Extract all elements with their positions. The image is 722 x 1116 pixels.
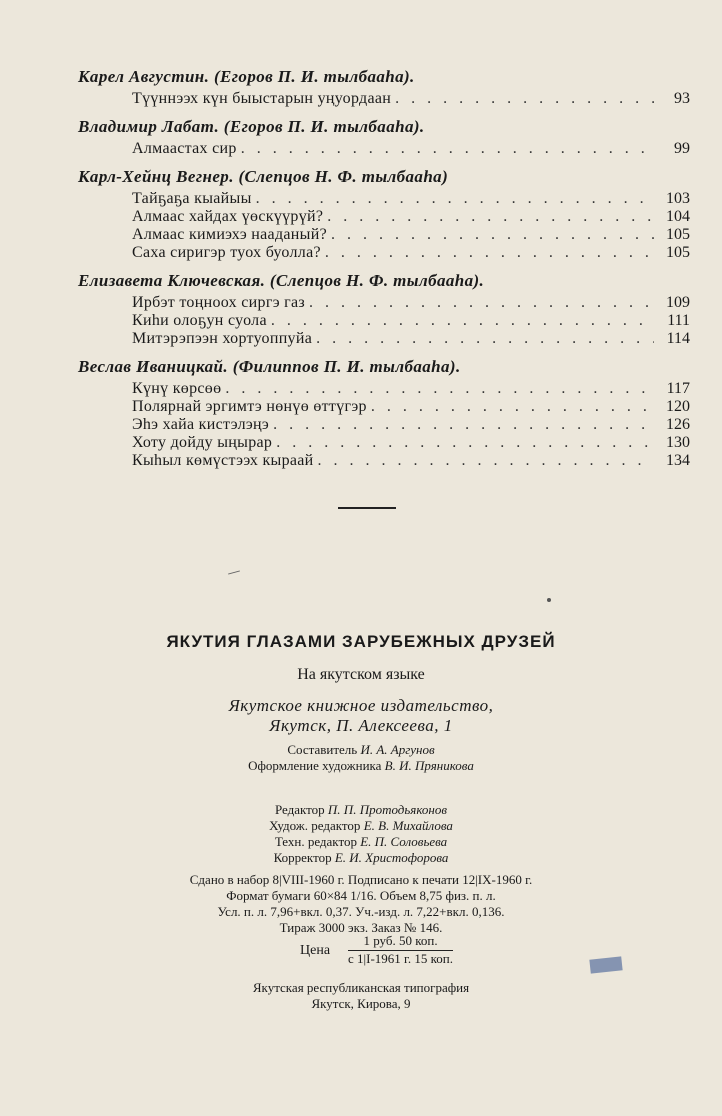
entry-title: Алмаастах сир (132, 140, 237, 157)
entry-title: Алмаас хайдах үөскүүрүй? (132, 208, 324, 225)
leader-dots (331, 226, 654, 244)
publisher-block (0, 696, 722, 736)
entry-title: Алмаас кимиэхэ нааданый? (132, 226, 327, 243)
entry-page: 103 (666, 190, 690, 207)
publisher-address: Якутск, П. Алексеева, 1 (269, 716, 453, 735)
toc-entry (132, 244, 690, 262)
price-label: Цена (300, 943, 331, 958)
translator-note: (Егоров П. И. тылбааһа). (213, 67, 415, 86)
entry-page: 105 (666, 226, 690, 243)
design-label: Оформление художника (248, 758, 382, 773)
translator-note: (Слепцов Н. Ф. тылбааһа) (238, 167, 449, 186)
section-divider (338, 507, 396, 509)
toc-entry (132, 398, 690, 416)
entry-title: Полярнай эргимтэ нөнүө өттүгэр (132, 398, 367, 415)
entry-page: 120 (666, 398, 690, 415)
sheets-line: Усл. п. л. 7,96+вкл. 0,37. Уч.-изд. л. 7,22+вкл. 0,136. (217, 904, 505, 919)
toc-entry (132, 434, 690, 452)
table-of-contents (78, 66, 690, 478)
toc-author-line (78, 116, 690, 138)
toc-entry (132, 140, 690, 158)
entry-page: 134 (666, 452, 690, 469)
toc-entry (132, 294, 690, 312)
toc-entry (132, 312, 690, 330)
language-note: На якутском языке (297, 666, 425, 683)
leader-dots (327, 208, 654, 226)
tech-editor-label: Техн. редактор (274, 834, 357, 849)
toc-entry (132, 416, 690, 434)
leader-dots (271, 312, 654, 330)
compiler-line (0, 742, 722, 758)
entry-title: Ирбэт тоңноох сиргэ газ (132, 294, 306, 311)
toc-section (78, 356, 690, 470)
leader-dots (276, 434, 654, 452)
entry-page: 105 (666, 244, 690, 261)
leader-dots (316, 330, 654, 348)
translator-note: (Егоров П. И. тылбааһа). (223, 117, 425, 136)
toc-entry (132, 330, 690, 348)
entry-title: Эһэ хайа кистэлэңэ (132, 416, 270, 433)
editor-label: Редактор (274, 802, 325, 817)
editor-name: П. П. Протодьяконов (327, 802, 448, 817)
toc-author-line (78, 270, 690, 292)
entry-page: 130 (666, 434, 690, 451)
toc-author-line (78, 356, 690, 378)
leader-dots (318, 452, 654, 470)
toc-section (78, 116, 690, 158)
entry-title: Митэрэпээн хортуоппуйа (132, 330, 313, 347)
toc-entry (132, 226, 690, 244)
toc-entry (132, 452, 690, 470)
entry-page: 117 (666, 380, 690, 397)
leader-dots (273, 416, 654, 434)
toc-entry (132, 380, 690, 398)
author-name: Карл-Хейнц Вегнер. (78, 167, 234, 186)
entry-page: 126 (666, 416, 690, 433)
leader-dots (309, 294, 654, 312)
print-blemish (228, 570, 240, 574)
art-editor-line (0, 818, 722, 834)
entry-page: 111 (667, 312, 690, 329)
leader-dots (241, 140, 654, 158)
entry-page: 104 (666, 208, 690, 225)
art-editor-name: Е. В. Михайлова (363, 818, 453, 833)
leader-dots (371, 398, 654, 416)
ink-stamp (589, 956, 622, 973)
price-original: 1 руб. 50 коп. (348, 933, 453, 951)
toc-author-line (78, 66, 690, 88)
technical-data-block (0, 872, 722, 936)
entry-title: Хоту дойду ыңырар (132, 434, 273, 451)
printer-name: Якутская республиканская типография (252, 980, 470, 995)
entry-page: 93 (674, 90, 690, 107)
editorial-staff-block (0, 802, 722, 866)
toc-section (78, 166, 690, 262)
translator-note: (Слепцов Н. Ф. тылбааһа). (269, 271, 485, 290)
toc-section (78, 270, 690, 348)
compiler-label: Составитель (287, 742, 358, 757)
toc-author-line (78, 166, 690, 188)
toc-entry (132, 190, 690, 208)
credits-block (0, 742, 722, 774)
entry-page: 114 (666, 330, 690, 347)
design-line (0, 758, 722, 774)
entry-title: Саха сиригэр туох буолла? (132, 244, 321, 261)
leader-dots (325, 244, 654, 262)
editor-line (0, 802, 722, 818)
designer-name: В. И. Пряникова (384, 758, 474, 773)
toc-section (78, 66, 690, 108)
entry-title: Кыһыл көмүстээх кыраай (132, 452, 314, 469)
price-revised: с 1|I-1961 г. 15 коп. (348, 951, 454, 966)
compiler-name: И. А. Аргунов (360, 742, 435, 757)
toc-entry (132, 208, 690, 226)
print-blemish (547, 598, 551, 602)
publisher-name: Якутское книжное издательство, (228, 696, 494, 715)
format-line: Формат бумаги 60×84 1/16. Объем 8,75 физ. п. л. (226, 888, 496, 903)
translator-note: (Филиппов П. И. тылбааһа). (232, 357, 461, 376)
tech-editor-name: Е. П. Соловьева (360, 834, 448, 849)
price-block (348, 933, 453, 967)
book-title: ЯКУТИЯ ГЛАЗАМИ ЗАРУБЕЖНЫХ ДРУЗЕЙ (166, 632, 556, 651)
leader-dots (256, 190, 654, 208)
author-name: Карел Августин. (78, 67, 210, 86)
printer-block (0, 980, 722, 1012)
entry-title: Түүннээх күн быыстарын уңуордаан (132, 90, 392, 107)
leader-dots (225, 380, 654, 398)
toc-entry (132, 90, 690, 108)
art-editor-label: Худож. редактор (269, 818, 361, 833)
corrector-name: Е. И. Христофорова (334, 850, 449, 865)
entry-title: Күнү көрсөө (132, 380, 222, 397)
print-run-line: Тираж 3000 экз. Заказ № 146. (279, 920, 443, 935)
entry-title: Киһи олоҕун суола (132, 312, 267, 329)
author-name: Владимир Лабат. (78, 117, 220, 136)
author-name: Елизавета Ключевская. (78, 271, 266, 290)
leader-dots (395, 90, 654, 108)
printer-address: Якутск, Кирова, 9 (311, 996, 411, 1011)
author-name: Веслав Иваницкай. (78, 357, 229, 376)
typeset-line: Сдано в набор 8|VIII-1960 г. Подписано к печати 12|IX-1960 г. (189, 872, 533, 887)
entry-page: 109 (666, 294, 690, 311)
entry-page: 99 (674, 140, 690, 157)
tech-editor-line (0, 834, 722, 850)
entry-title: Тайҕаҕа кыайыы (132, 190, 252, 207)
corrector-line (0, 850, 722, 866)
corrector-label: Корректор (273, 850, 332, 865)
